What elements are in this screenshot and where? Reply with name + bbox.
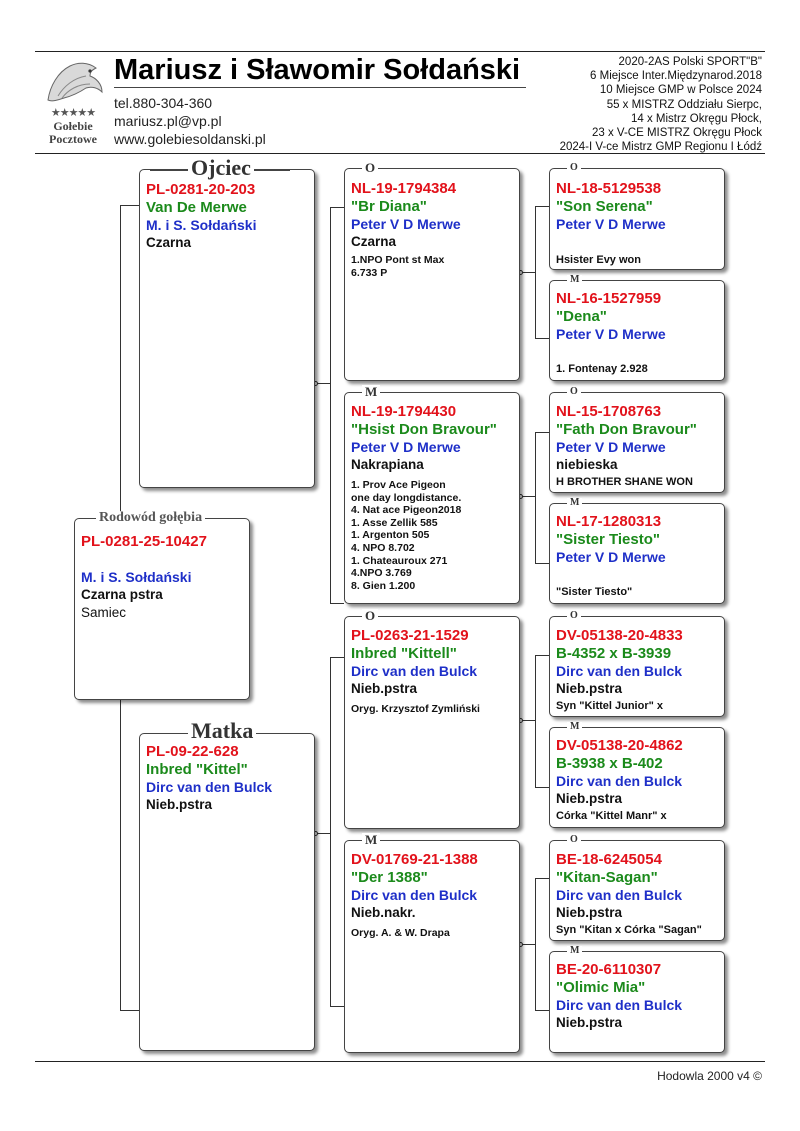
- ggp-breeder: Dirc van den Bulck: [556, 997, 683, 1013]
- gp-ring-number: DV-01769-21-1388: [351, 851, 478, 868]
- ggp-breeder: Peter V D Merwe: [556, 439, 666, 455]
- grandparent-card[interactable]: [344, 392, 520, 604]
- grandparent-card[interactable]: [344, 168, 520, 381]
- achievement-line: 2024-I V-ce Mistrz GMP Regionu I Łódź: [559, 141, 762, 154]
- ggp-color: Nieb.pstra: [556, 681, 623, 696]
- gp-label: M: [362, 385, 380, 398]
- ggp-ring-number: DV-05138-20-4833: [556, 627, 683, 644]
- ggp-name: B-3938 x B-402: [556, 755, 663, 772]
- ggp-label: M: [567, 946, 582, 956]
- ggp-ring-number: DV-05138-20-4862: [556, 737, 683, 754]
- website-link[interactable]: www.golebiesoldanski.pl: [114, 131, 266, 147]
- gp-label: O: [362, 609, 378, 622]
- great-grandparent-card[interactable]: [549, 840, 725, 941]
- gp-name: "Der 1388": [351, 869, 428, 886]
- email-text: mariusz.pl@vp.pl: [114, 113, 222, 129]
- ggp-label: O: [567, 387, 581, 397]
- ggp-breeder: Dirc van den Bulck: [556, 887, 683, 903]
- great-grandparent-card[interactable]: [549, 727, 725, 828]
- gp-name: "Br Diana": [351, 198, 427, 215]
- gp-breeder: Dirc van den Bulck: [351, 887, 478, 903]
- main-breeder: M. i S. Sołdański: [81, 569, 192, 585]
- ggp-label: O: [567, 163, 581, 173]
- gp-name: "Hsist Don Bravour": [351, 421, 497, 438]
- father-color: Czarna: [146, 235, 192, 250]
- main-color: Czarna pstra: [81, 587, 163, 602]
- ggp-breeder: Peter V D Merwe: [556, 549, 666, 565]
- footer-rule: [35, 1061, 765, 1062]
- main-ring-number: PL-0281-25-10427: [81, 533, 207, 550]
- gp-ring-number: PL-0263-21-1529: [351, 627, 469, 644]
- mother-card[interactable]: [139, 733, 315, 1051]
- father-name: Van De Merwe: [146, 199, 247, 216]
- mother-name: Inbred "Kittel": [146, 761, 248, 778]
- ggp-ring-number: NL-17-1280313: [556, 513, 662, 530]
- gp-label: O: [362, 161, 378, 174]
- ggp-label: O: [567, 611, 581, 621]
- great-grandparent-card[interactable]: [549, 280, 725, 381]
- ggp-label: O: [567, 835, 581, 845]
- father-card[interactable]: [139, 169, 315, 488]
- gp-notes: Oryg. A. & W. Drapa: [351, 927, 450, 939]
- gp-breeder: Dirc van den Bulck: [351, 663, 478, 679]
- ggp-breeder: Peter V D Merwe: [556, 326, 666, 342]
- ggp-label: M: [567, 498, 582, 508]
- achievement-line: 14 x Mistrz Okręgu Płock,: [630, 112, 762, 125]
- achievement-line: 23 x V-CE MISTRZ Okręgu Płock: [592, 127, 762, 140]
- ggp-notes: Syn "Kitan x Córka "Sagan": [556, 924, 702, 936]
- ggp-notes: Syn "Kittel Junior" x: [556, 700, 664, 712]
- ggp-color: Nieb.pstra: [556, 905, 623, 920]
- gp-notes: 1.NPO Pont st Max 6.733 P: [351, 254, 445, 279]
- ggp-color: Nieb.pstra: [556, 1015, 623, 1030]
- ggp-color: niebieska: [556, 457, 618, 472]
- great-grandparent-card[interactable]: [549, 392, 725, 493]
- header-bottom-rule: [35, 153, 765, 154]
- great-grandparent-card[interactable]: [549, 168, 725, 270]
- ggp-notes: Córka "Kittel Manr" x: [556, 810, 667, 822]
- achievement-line: 2020-2AS Polski SPORT"B": [618, 56, 762, 68]
- ggp-breeder: Peter V D Merwe: [556, 216, 666, 232]
- gp-notes: 1. Prov Ace Pigeon one day longdistance. 4. Nat ace Pigeon2018 1. Asse Zellik 585 1. Argenton 505 4. NPO 8.702 1. Chateauroux 271 4.NPO 3.769 8. Gien 1.200: [351, 479, 462, 592]
- logo-text-line2: Pocztowe: [49, 132, 97, 146]
- logo-text-line1: Gołebie: [53, 119, 93, 133]
- gp-label: M: [362, 833, 380, 846]
- ggp-notes: H BROTHER SHANE WON: [556, 476, 693, 488]
- great-grandparent-card[interactable]: [549, 616, 725, 717]
- father-breeder: M. i S. Sołdański: [146, 217, 257, 233]
- ggp-ring-number: NL-18-5129538: [556, 180, 662, 197]
- footer-text: Hodowla 2000 v4 ©: [657, 1069, 762, 1083]
- ggp-label: M: [567, 275, 582, 285]
- main-pigeon-label: Rodowód gołębia: [96, 511, 205, 525]
- grandparent-card[interactable]: [344, 616, 520, 829]
- achievement-line: 55 x MISTRZ Oddziału Sierpc,: [606, 98, 762, 111]
- great-grandparent-card[interactable]: [549, 503, 725, 604]
- mother-breeder: Dirc van den Bulck: [146, 779, 273, 795]
- pigeon-logo-icon: [40, 56, 106, 106]
- gp-color: Nieb.nakr.: [351, 905, 416, 920]
- father-label: Ojciec: [188, 157, 254, 179]
- ggp-name: "Son Serena": [556, 198, 653, 215]
- ggp-notes: "Sister Tiesto": [556, 586, 633, 598]
- ggp-ring-number: NL-16-1527959: [556, 290, 662, 307]
- ggp-name: B-4352 x B-3939: [556, 645, 672, 662]
- gp-ring-number: NL-19-1794384: [351, 180, 457, 197]
- logo: [36, 56, 110, 152]
- ggp-ring-number: NL-15-1708763: [556, 403, 662, 420]
- gp-ring-number: NL-19-1794430: [351, 403, 457, 420]
- mother-color: Nieb.pstra: [146, 797, 213, 812]
- gp-breeder: Peter V D Merwe: [351, 439, 461, 455]
- gp-color: Czarna: [351, 234, 397, 249]
- rating-stars-icon: ★★★★★: [50, 106, 96, 119]
- ggp-notes: Hsister Evy won: [556, 254, 641, 266]
- ggp-name: "Dena": [556, 308, 607, 325]
- phone-text: tel.880-304-360: [114, 95, 213, 111]
- main-pigeon-card[interactable]: [74, 518, 250, 700]
- mother-ring-number: PL-09-22-628: [146, 743, 239, 760]
- great-grandparent-card[interactable]: [549, 951, 725, 1053]
- ggp-name: "Fath Don Bravour": [556, 421, 697, 438]
- gp-name: Inbred "Kittell": [351, 645, 457, 662]
- father-ring-number: PL-0281-20-203: [146, 181, 256, 198]
- title-underline: [114, 87, 526, 88]
- header-top-rule: [35, 51, 765, 52]
- ggp-ring-number: BE-20-6110307: [556, 961, 662, 978]
- gp-breeder: Peter V D Merwe: [351, 216, 461, 232]
- ggp-ring-number: BE-18-6245054: [556, 851, 662, 868]
- gp-color: Nakrapiana: [351, 457, 424, 472]
- ggp-label: M: [567, 722, 582, 732]
- achievement-line: 6 Miejsce Inter.Międzynarod.2018: [590, 70, 762, 83]
- page-title: Mariusz i Sławomir Sołdański: [114, 54, 521, 86]
- ggp-name: "Olimic Mia": [556, 979, 646, 996]
- achievement-line: 10 Miejsce GMP w Polsce 2024: [599, 84, 762, 97]
- achievements-list: [560, 55, 762, 154]
- ggp-breeder: Dirc van den Bulck: [556, 663, 683, 679]
- grandparent-card[interactable]: [344, 840, 520, 1053]
- ggp-color: Nieb.pstra: [556, 791, 623, 806]
- ggp-notes: 1. Fontenay 2.928: [556, 363, 648, 375]
- ggp-name: "Sister Tiesto": [556, 531, 660, 548]
- ggp-breeder: Dirc van den Bulck: [556, 773, 683, 789]
- ggp-name: "Kitan-Sagan": [556, 869, 658, 886]
- gp-color: Nieb.pstra: [351, 681, 418, 696]
- main-sex: Samiec: [81, 605, 127, 620]
- mother-label: Matka: [188, 720, 256, 742]
- gp-notes: Oryg. Krzysztof Zymliński: [351, 703, 480, 715]
